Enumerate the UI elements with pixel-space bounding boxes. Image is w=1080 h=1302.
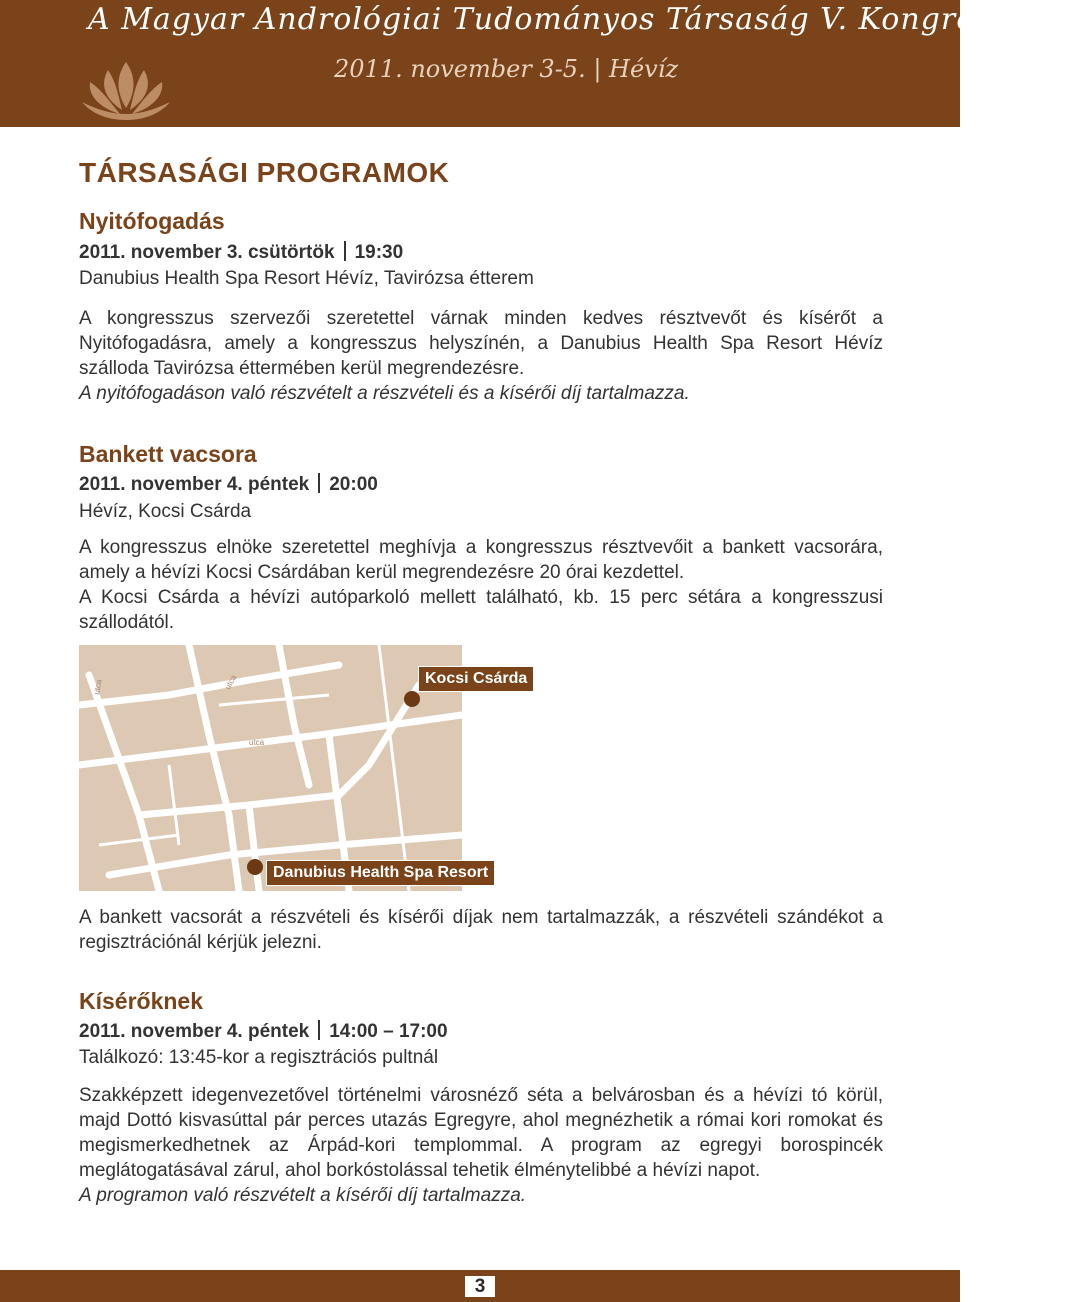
separator	[344, 241, 346, 261]
hotel-marker-icon	[247, 859, 263, 875]
nyito-note: A nyitófogadáson való részvételt a részvételi és a kísérői díj tartalmazza.	[79, 383, 690, 404]
separator	[318, 1020, 320, 1040]
bankett-text-2: A Kocsi Csárda a hévízi autóparkoló mellett található, kb. 15 perc sétára a kongresszusi szállodától.	[79, 587, 883, 633]
bankett-place: Hévíz, Kocsi Csárda	[79, 501, 252, 522]
street-map-image	[79, 645, 462, 891]
nyito-text: A kongresszus szervezői szeretettel várnak minden kedves résztvevőt és kísérőt a Nyitófogadásra, amely a kongresszus helyszínén, a Danubius Health Spa Resort Hévíz szálloda Tavirózsa éttermében kerül megrendezésre.	[79, 308, 883, 379]
map-label-kocsi-csarda: Kocsi Csárda	[418, 666, 534, 692]
bankett-date: 2011. november 4. péntek	[79, 474, 310, 495]
svg-text:utca: utca	[222, 673, 239, 691]
kiserok-text: Szakképzett idegenvezetővel történelmi városnéző séta a belvárosban és a hévízi tó körül, majd Dottó kisvasúttal pár perces utazás Egregyre, ahol megnézhetik a római kori romokat és megismerkedhetnek az Árpád-kori templommal. A program az egregyi borospincék meglátogatásával zárul, ahol borkóstolással tehetik élménytelibbé a hévízi napot.	[79, 1085, 883, 1181]
header-date-place: 2011. november 3-5. | Hévíz	[334, 55, 679, 83]
svg-text:utca: utca	[249, 738, 265, 747]
bankett-heading: Bankett vacsora	[79, 441, 257, 467]
nyito-heading: Nyitófogadás	[79, 208, 225, 234]
nyito-place: Danubius Health Spa Resort Hévíz, Tavirózsa étterem	[79, 268, 534, 289]
header-title: A Magyar Andrológiai Tudományos Társaság V. Kongresszusa	[88, 2, 1080, 37]
map-label-danubius: Danubius Health Spa Resort	[266, 860, 495, 886]
page-number-wrap	[0, 1276, 960, 1298]
nyito-time: 19:30	[354, 242, 404, 263]
location-map	[79, 645, 462, 891]
nyito-paragraph	[79, 306, 883, 406]
kiserok-heading: Kísérőknek	[79, 988, 204, 1014]
separator	[318, 473, 320, 493]
section-title: TÁRSASÁGI PROGRAMOK	[79, 157, 450, 188]
kiserok-paragraph	[79, 1083, 883, 1208]
bankett-after-text: A bankett vacsorát a részvételi és kísérői díjak nem tartalmazzák, a részvételi szándékot a regisztrációnál kérjük jelezni.	[79, 907, 883, 953]
kiserok-time: 14:00 – 17:00	[329, 1021, 448, 1042]
kiserok-meeting: Találkozó: 13:45-kor a regisztrációs pultnál	[79, 1047, 439, 1068]
bankett-dateline	[79, 473, 378, 496]
kiserok-date: 2011. november 4. péntek	[79, 1021, 310, 1042]
nyito-date: 2011. november 3. csütörtök	[79, 242, 335, 263]
bankett-paragraph	[79, 535, 883, 635]
bankett-time: 20:00	[329, 474, 378, 495]
kiserok-dateline	[79, 1020, 448, 1043]
page-number: 3	[465, 1276, 496, 1297]
kiserok-note: A programon való részvételt a kísérői díj tartalmazza.	[79, 1185, 527, 1206]
kocsi-csarda-marker-icon	[404, 691, 420, 707]
svg-text:utca: utca	[92, 678, 104, 696]
page-header	[0, 0, 1080, 127]
nyito-dateline	[79, 241, 403, 264]
bankett-text-1: A kongresszus elnöke szeretettel meghívja a kongresszus résztvevőit a bankett vacsorára, amely a hévízi Kocsi Csárdában kerül megrendezésre 20 órai kezdettel.	[79, 537, 883, 583]
lotus-logo-icon	[78, 56, 174, 126]
